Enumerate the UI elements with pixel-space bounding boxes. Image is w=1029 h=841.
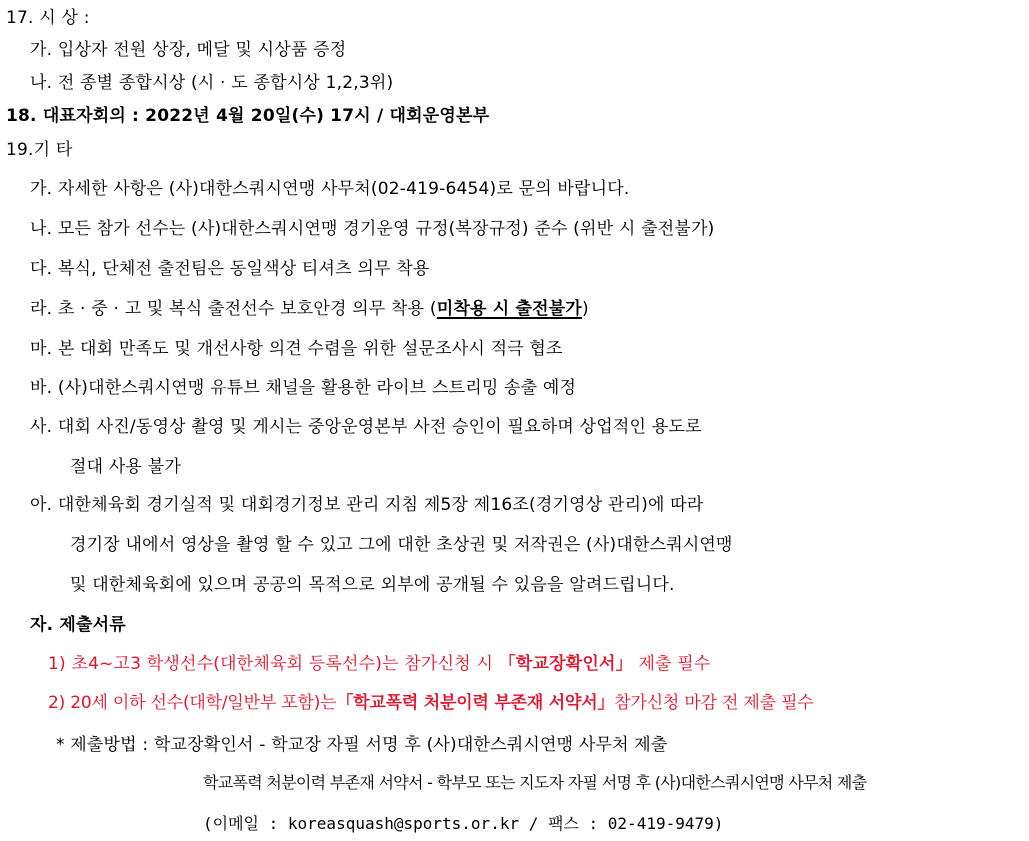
item-ra: [30, 297, 589, 321]
submission-item-1-required: 제출 필수: [638, 654, 711, 674]
submission-method-line-3: (이메일 : koreasquash@sports.or.kr / 팩스 : 02-419-9479): [203, 814, 724, 833]
item-sa-line-1: 사. 대회 사진/동영상 촬영 및 게시는 중앙운영본부 사전 승인이 필요하며 상업적인 용도로: [30, 417, 702, 437]
submission-item-2: [48, 691, 814, 715]
submission-method-line-2: 학교폭력 처분이력 부존재 서약서 - 학부모 또는 지도자 자필 서명 후 (사)대한스쿼시연맹 사무처 제출: [203, 773, 867, 792]
section-17-item-na: 나. 전 종별 종합시상 (시 · 도 종합시상 1,2,3위): [30, 73, 394, 93]
item-da: 다. 복식, 단체전 출전팀은 동일색상 티셔츠 의무 착용: [30, 259, 430, 279]
item-ra-text: 라. 초 · 중 · 고 및 복식 출전선수 보호안경 의무 착용 (: [30, 299, 437, 319]
section-19-heading: 19.기 타: [6, 140, 73, 160]
submission-item-2-document: 「학교폭력 처분이력 부존재 서약서」: [336, 693, 615, 713]
item-ra-close: ): [581, 299, 589, 319]
submission-item-2-required: 참가신청 마감 전 제출 필수: [614, 693, 814, 713]
item-a-line-3: 및 대한체육회에 있으며 공공의 목적으로 외부에 공개될 수 있음을 알려드립니다.: [70, 575, 675, 595]
section-17-item-ga: 가. 입상자 전원 상장, 메달 및 시상품 증정: [30, 40, 347, 60]
submission-method-line-1: * 제출방법 : 학교장확인서 - 학교장 자필 서명 후 (사)대한스쿼시연맹 사무처 제출: [56, 735, 668, 755]
submission-item-1: [48, 652, 711, 676]
item-ga: 가. 자세한 사항은 (사)대한스쿼시연맹 사무처(02-419-6454)로 문의 바랍니다.: [30, 179, 630, 199]
submission-heading: 자. 제출서류: [30, 615, 126, 635]
item-sa-line-2: 절대 사용 불가: [70, 457, 181, 477]
item-na: 나. 모든 참가 선수는 (사)대한스쿼시연맹 경기운영 규정(복장규정) 준수 (위반 시 출전불가): [30, 219, 715, 239]
submission-item-2-text: 2) 20세 이하 선수(대학/일반부 포함)는: [48, 693, 337, 713]
item-a-line-1: 아. 대한체육회 경기실적 및 대회경기정보 관리 지침 제5장 제16조(경기영상 관리)에 따라: [30, 495, 704, 515]
section-18-heading: 18. 대표자회의 : 2022년 4월 20일(수) 17시 / 대회운영본부: [6, 106, 490, 126]
section-17-heading: 17. 시 상 :: [6, 8, 90, 28]
submission-item-1-document: 「학교장확인서」: [498, 654, 633, 674]
submission-item-1-text: 1) 초4~고3 학생선수(대한체육회 등록선수)는 참가신청 시: [48, 654, 499, 674]
item-a-line-2: 경기장 내에서 영상을 촬영 할 수 있고 그에 대한 초상권 및 저작권은 (사)대한스쿼시연맹: [70, 535, 733, 555]
item-ra-emphasis: 미착용 시 출전불가: [436, 299, 582, 319]
item-ma: 마. 본 대회 만족도 및 개선사항 의견 수렴을 위한 설문조사시 적극 협조: [30, 339, 563, 359]
item-ba: 바. (사)대한스쿼시연맹 유튜브 채널을 활용한 라이브 스트리밍 송출 예정: [30, 378, 577, 398]
